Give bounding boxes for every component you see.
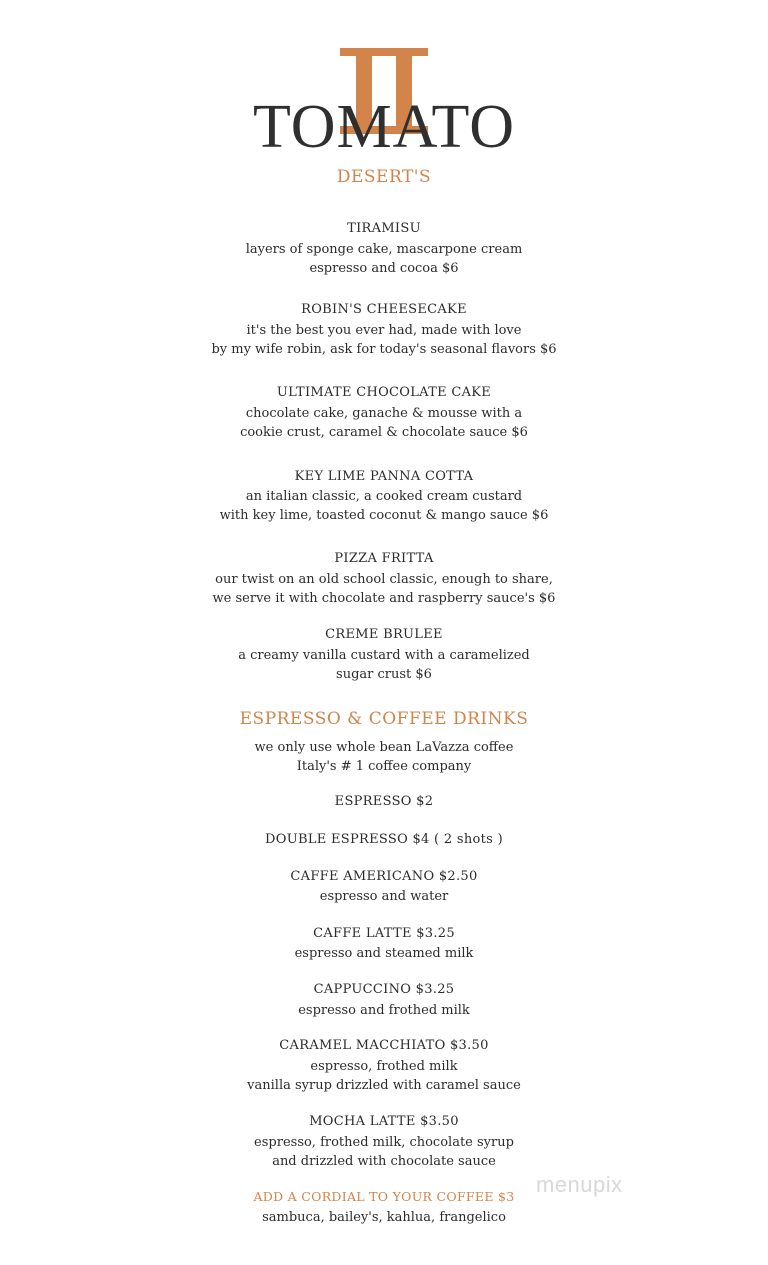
dessert-item-desc: with key lime, toasted coconut & mango sauce $6	[219, 508, 549, 523]
dessert-item-desc: chocolate cake, ganache & mousse with a	[245, 406, 523, 421]
coffee-item-desc: espresso and frothed milk	[298, 1003, 470, 1018]
coffee-item-name: MOCHA LATTE $3.50	[309, 1114, 459, 1129]
cordial-addon-title: ADD A CORDIAL TO YOUR COFFEE $3	[253, 1189, 515, 1204]
coffee-item-desc: and drizzled with chocolate sauce	[272, 1154, 496, 1169]
restaurant-logo	[0, 40, 768, 161]
coffee-item-desc: espresso, frothed milk, chocolate syrup	[254, 1135, 514, 1150]
coffee-item-desc: vanilla syrup drizzled with caramel sauce	[247, 1078, 521, 1093]
coffee-item-name: CARAMEL MACCHIATO $3.50	[279, 1038, 489, 1053]
dessert-item-desc: our twist on an old school classic, enough to share,	[215, 572, 553, 587]
dessert-item-name: PIZZA FRITTA	[334, 551, 434, 566]
desserts-section-title: DESERT'S	[336, 167, 432, 187]
coffee-item-name: CAFFE LATTE $3.25	[313, 926, 455, 941]
dessert-item-desc: cookie crust, caramel & chocolate sauce $6	[240, 425, 528, 440]
coffee-section-title: ESPRESSO & COFFEE DRINKS	[239, 709, 529, 729]
dessert-item-desc: an italian classic, a cooked cream custard	[245, 489, 523, 504]
dessert-item-desc: sugar crust $6	[336, 667, 432, 682]
coffee-item-name: CAFFE AMERICANO $2.50	[290, 869, 478, 884]
dessert-item-name: KEY LIME PANNA COTTA	[294, 469, 474, 484]
coffee-item-name: CAPPUCCINO $3.25	[313, 982, 455, 997]
coffee-intro: we only use whole bean LaVazza coffee	[254, 740, 514, 755]
dessert-item-name: ULTIMATE CHOCOLATE CAKE	[276, 385, 492, 400]
coffee-item-name: DOUBLE ESPRESSO $4 ( 2 shots )	[265, 832, 503, 847]
dessert-item-desc: layers of sponge cake, mascarpone cream	[245, 242, 523, 257]
coffee-item-desc: espresso and water	[319, 889, 449, 904]
menupix-watermark: menupix	[536, 1172, 623, 1197]
dessert-item-desc: we serve it with chocolate and raspberry sauce's $6	[212, 591, 556, 606]
dessert-item-desc: it's the best you ever had, made with love	[246, 323, 522, 338]
coffee-item-name: ESPRESSO $2	[334, 794, 434, 809]
dessert-item-name: CREME BRULEE	[325, 627, 443, 642]
restaurant-name: TOMATO	[252, 93, 516, 161]
dessert-item-desc: a creamy vanilla custard with a caramelized	[238, 648, 530, 663]
dessert-item-name: ROBIN'S CHEESECAKE	[301, 302, 467, 317]
cordial-addon-desc: sambuca, bailey's, kahlua, frangelico	[262, 1210, 506, 1225]
dessert-item-name: TIRAMISU	[347, 221, 421, 236]
dessert-item-desc: espresso and cocoa $6	[309, 261, 459, 276]
dessert-item-desc: by my wife robin, ask for today's seasonal flavors $6	[211, 342, 557, 357]
coffee-intro: Italy's # 1 coffee company	[296, 759, 472, 774]
coffee-item-desc: espresso and steamed milk	[294, 946, 474, 961]
coffee-item-desc: espresso, frothed milk	[310, 1059, 458, 1074]
